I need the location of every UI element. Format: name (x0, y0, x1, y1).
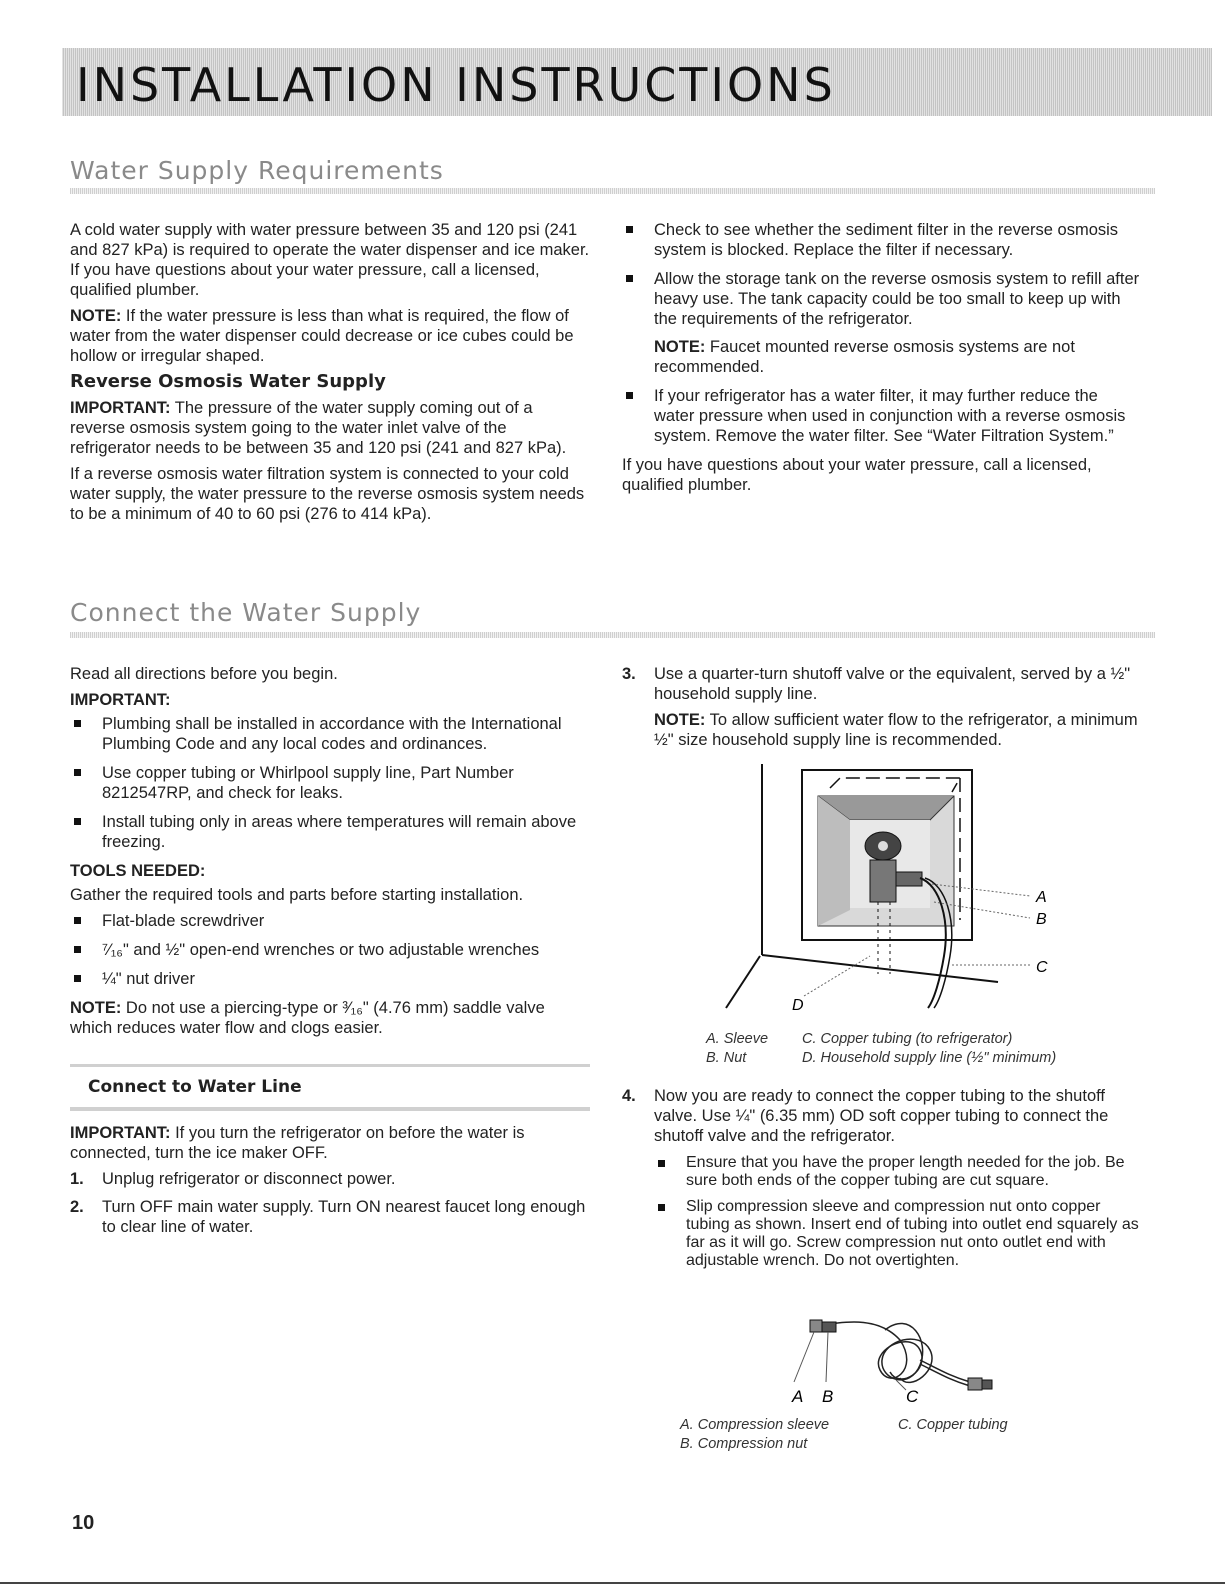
bullet-list (622, 220, 1142, 446)
caption-item: D. Household supply line (½" minimum) (802, 1050, 1057, 1066)
step-text: Turn OFF main water supply. Turn ON nearest faucet long enough to clear line of water. (102, 1198, 586, 1236)
section-title-water-supply: Water Supply Requirements (70, 156, 444, 185)
steps-list (70, 1169, 590, 1237)
section-divider (70, 632, 1155, 638)
water-supply-right-column (622, 220, 1142, 501)
note-label: NOTE: (654, 338, 706, 356)
important-heading: IMPORTANT: (70, 691, 171, 709)
step-item (70, 1169, 590, 1189)
paragraph: If a reverse osmosis water filtration system is connected to your cold water supply, the water pressure to the reverse osmosis system needs to be a minimum of 40 to 60 psi (276 to 414 kPa). (70, 465, 585, 523)
figure-label: C (906, 1387, 919, 1406)
note-paragraph (654, 337, 1142, 377)
paragraph: Gather the required tools and parts before starting installation. (70, 886, 524, 904)
list-item: Install tubing only in areas where temperatures will remain above freezing. (70, 812, 590, 852)
important-text: The pressure of the water supply coming out of a reverse osmosis system going to the water inlet valve of the refrigerator needs to be between 35 and 120 psi (241 and 827 kPa). (70, 399, 567, 457)
list-item (622, 269, 1142, 377)
note-paragraph (654, 710, 1142, 750)
section-divider (70, 188, 1155, 194)
step-number: 4. (622, 1087, 636, 1105)
step-four-block (622, 1086, 1142, 1278)
caption-item: A. Compression sleeve (680, 1417, 830, 1433)
note-text: Do not use a piercing-type or ³⁄₁₆" (4.76 mm) saddle valve which reduces water flow and clogs easier. (70, 999, 545, 1037)
list-item: ⁷⁄₁₆" and ½" open-end wrenches or two adjustable wrenches (70, 940, 590, 960)
list-item: Plumbing shall be installed in accordance with the International Plumbing Code and any local codes and ordinances. (70, 714, 590, 754)
list-item: Flat-blade screwdriver (70, 911, 590, 931)
important-text: If you turn the refrigerator on before the water is connected, turn the ice maker OFF. (70, 1124, 525, 1162)
step-text: Use a quarter-turn shutoff valve or the equivalent, served by a ½" household supply line. (654, 665, 1131, 703)
figure-label: A (792, 1387, 804, 1406)
steps-list (622, 664, 1142, 750)
note-label: NOTE: (70, 307, 122, 325)
important-list (70, 714, 590, 852)
step-text: Now you are ready to connect the copper tubing to the shutoff valve. Use ¼" (6.35 mm) OD soft copper tubing to connect the shutoff valve and the refrigerator. (654, 1087, 1109, 1145)
figure-label: A (1036, 889, 1047, 906)
step-number: 1. (70, 1170, 84, 1188)
note-paragraph (70, 998, 590, 1038)
shutoff-valve-illustration (720, 760, 1070, 1025)
list-item: Check to see whether the sediment filter in the reverse osmosis system is blocked. Replace the filter if necessary. (622, 220, 1142, 260)
note-text: Faucet mounted reverse osmosis systems are not recommended. (654, 338, 1075, 376)
note-text: If the water pressure is less than what is required, the flow of water from the water dispenser could decrease or ice cubes could be hollow or irregular shaped. (70, 307, 574, 365)
important-label: IMPORTANT: (70, 399, 171, 417)
page-title: INSTALLATION INSTRUCTIONS (76, 58, 836, 112)
caption-item: B. Nut (706, 1050, 747, 1066)
important-label: IMPORTANT: (70, 1124, 171, 1142)
connect-right-column (622, 664, 1142, 758)
copper-tubing-illustration (770, 1310, 1010, 1410)
caption-item: A. Sleeve (706, 1031, 769, 1047)
tools-heading: TOOLS NEEDED: (70, 862, 206, 880)
important-paragraph (70, 1123, 590, 1163)
list-item: Use copper tubing or Whirlpool supply line, Part Number 8212547RP, and check for leaks. (70, 763, 590, 803)
figure-label: D (792, 997, 804, 1014)
step-item (622, 1086, 1142, 1270)
step-text: Unplug refrigerator or disconnect power. (102, 1170, 396, 1188)
paragraph: A cold water supply with water pressure between 35 and 120 psi (241 and 827 kPa) is required to operate the water dispenser and ice maker. If you have questions about your water pressure, call a licensed, qualified plumber. (70, 221, 590, 299)
step-item (622, 664, 1142, 750)
caption-item: B. Compression nut (680, 1436, 808, 1452)
note-label: NOTE: (70, 999, 122, 1017)
list-item: ¼" nut driver (70, 969, 590, 989)
list-item: Slip compression sleeve and compression nut onto copper tubing as shown. Insert end of tubing into outlet end squarely as far as it will go. Screw compression nut onto outlet end with adjustable wrench. Do not overtighten. (654, 1198, 1142, 1270)
note-label: NOTE: (654, 711, 706, 729)
sub-bullet-list (654, 1154, 1142, 1270)
step-number: 3. (622, 665, 636, 683)
list-item: If your refrigerator has a water filter, it may further reduce the water pressure when used in conjunction with a reverse osmosis system. Remove the water filter. See “Water Filtration System.” (622, 386, 1142, 446)
steps-list (622, 1086, 1142, 1270)
connect-left-column (70, 664, 590, 1245)
figure-label: C (1036, 959, 1048, 976)
step-item (70, 1197, 590, 1237)
note-text: To allow sufficient water flow to the refrigerator, a minimum ½" size household supply line is recommended. (654, 711, 1138, 749)
page-bottom-rule (0, 1582, 1225, 1584)
water-supply-left-column (70, 220, 590, 530)
list-item-text: Allow the storage tank on the reverse osmosis system to refill after heavy use. The tank capacity could be too small to keep up with the requirements of the refrigerator. (654, 270, 1140, 328)
step-number: 2. (70, 1198, 84, 1216)
tools-list (70, 911, 590, 989)
caption-item: C. Copper tubing (to refrigerator) (802, 1031, 1013, 1047)
list-item: Ensure that you have the proper length needed for the job. Be sure both ends of the copper tubing are cut square. (654, 1154, 1142, 1190)
section-title-connect-water: Connect the Water Supply (70, 598, 422, 627)
subsection-box (70, 1064, 590, 1111)
figure-label: B (1036, 911, 1047, 928)
subheading-reverse-osmosis: Reverse Osmosis Water Supply (70, 371, 386, 392)
paragraph: Read all directions before you begin. (70, 665, 338, 683)
important-paragraph (70, 398, 590, 458)
page-number: 10 (72, 1512, 95, 1534)
caption-item: C. Copper tubing (898, 1417, 1008, 1433)
figure-caption (680, 1416, 1058, 1454)
paragraph: If you have questions about your water pressure, call a licensed, qualified plumber. (622, 456, 1092, 494)
subsection-title: Connect to Water Line (88, 1077, 302, 1097)
note-paragraph (70, 306, 590, 366)
figure-caption (706, 1030, 1062, 1068)
figure-label: B (822, 1387, 834, 1406)
header-banner (62, 48, 1212, 116)
